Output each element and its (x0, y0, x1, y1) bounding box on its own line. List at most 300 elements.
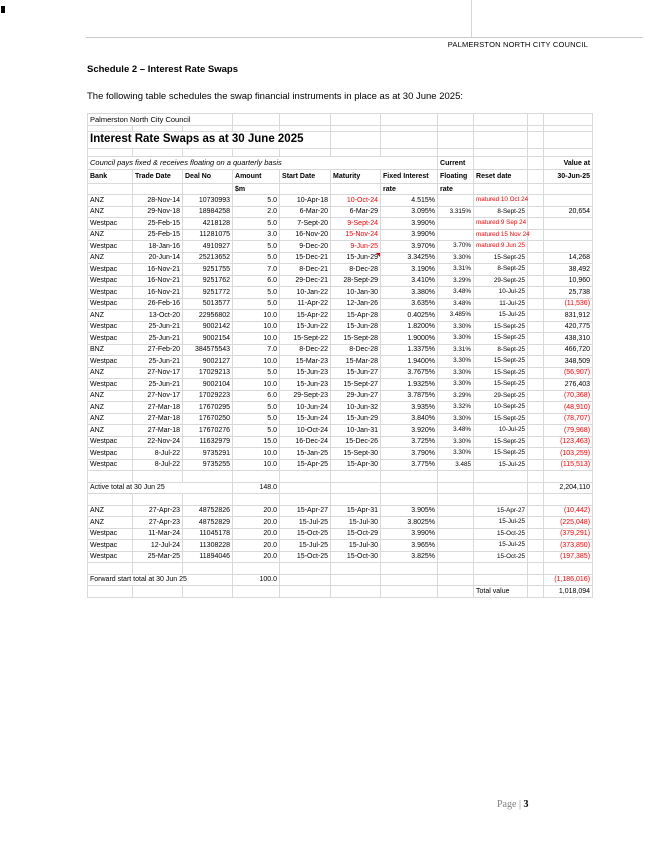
cell-fixed-rate: 3.410% (381, 275, 438, 287)
cell-deal-no: 10730993 (183, 195, 233, 207)
cell-empty (528, 157, 544, 170)
cell-empty (438, 471, 474, 483)
cell-floating-rate: 3.30% (438, 379, 474, 391)
cell-spacer (528, 390, 544, 402)
cell-floating-rate: 3.30% (438, 333, 474, 345)
cell-reset-date: 15-Sept-25 (474, 413, 528, 425)
swap-row (88, 540, 593, 552)
cell-reset-date: 10-Sept-25 (474, 402, 528, 414)
swap-row (88, 459, 593, 471)
cell-trade-date: 28-Nov-14 (133, 195, 183, 207)
cell-maturity: 15-Dec-26 (331, 436, 381, 448)
cell-reset-date: 15-Jul-25 (474, 459, 528, 471)
swap-row (88, 528, 593, 540)
cell-value: (78,707) (544, 413, 593, 425)
cell-fixed-rate: 3.905% (381, 505, 438, 517)
cell-start-date: 10-Jun-24 (280, 402, 331, 414)
cell-empty (528, 471, 544, 483)
cell-empty (528, 132, 544, 149)
cell-empty (381, 114, 438, 126)
cell-start-date: 15-Sept-22 (280, 333, 331, 345)
cell-empty (183, 471, 233, 483)
swap-row (88, 298, 593, 310)
cell-floating-rate (438, 551, 474, 563)
cell-start-date: 6-Mar-20 (280, 206, 331, 218)
header-fixed-interest: Fixed Interest (381, 170, 438, 184)
cell-empty (183, 563, 233, 575)
cell-value: 348,509 (544, 356, 593, 368)
cell-bank: BNZ (88, 344, 133, 356)
cell-empty (528, 586, 544, 598)
note-row (88, 157, 593, 170)
cell-fixed-rate: 3.990% (381, 528, 438, 540)
cell-empty (183, 149, 233, 157)
cell-empty (280, 471, 331, 483)
cell-start-date: 15-Jun-23 (280, 367, 331, 379)
page-label: Page | (497, 799, 521, 810)
cell-reset-date: 15-Sept-25 (474, 436, 528, 448)
cell-amount: 20.0 (233, 505, 280, 517)
cell-amount: 5.0 (233, 367, 280, 379)
cell-spacer (528, 287, 544, 299)
cell-spacer (528, 379, 544, 391)
cell-empty (280, 149, 331, 157)
cell-reset-date: 15-Oct-25 (474, 528, 528, 540)
cell-reset-date: 15-Jul-25 (474, 310, 528, 322)
cell-maturity: 15-Sept-27 (331, 379, 381, 391)
cell-fixed-rate: 3.920% (381, 425, 438, 437)
cell-empty (544, 184, 593, 195)
cell-reset-date: 11-Jul-25 (474, 298, 528, 310)
cell-start-date: 15-Jun-22 (280, 321, 331, 333)
cell-amount: 6.0 (233, 275, 280, 287)
header-floating-unit: rate (438, 184, 474, 195)
cell-deal-no: 9251755 (183, 264, 233, 276)
cell-fixed-rate: 3.970% (381, 241, 438, 253)
cell-bank: Westpac (88, 298, 133, 310)
header-value-at: Value at (544, 157, 593, 170)
cell-bank: ANZ (88, 425, 133, 437)
cell-maturity: 12-Jan-26 (331, 298, 381, 310)
table-subtitle: Interest Rate Swaps as at 30 June 2025 (88, 132, 331, 149)
cell-trade-date: 27-Mar-18 (133, 413, 183, 425)
cell-floating-rate (438, 229, 474, 241)
cell-bank: Westpac (88, 241, 133, 253)
cell-spacer (528, 252, 544, 264)
cell-start-date: 15-Oct-25 (280, 528, 331, 540)
cell-bank: Westpac (88, 528, 133, 540)
cell-amount: 20.0 (233, 528, 280, 540)
cell-floating-rate: 3.485 (438, 459, 474, 471)
swap-row (88, 275, 593, 287)
swap-row (88, 344, 593, 356)
cell-fixed-rate: 1.8200% (381, 321, 438, 333)
header-start-date: Start Date (280, 170, 331, 184)
cell-maturity: 8-Dec-28 (331, 344, 381, 356)
cell-fixed-rate: 3.190% (381, 264, 438, 276)
header-floating: Floating (438, 170, 474, 184)
cell-maturity: 10-Jan-31 (331, 425, 381, 437)
cell-trade-date: 11-Mar-24 (133, 528, 183, 540)
header-trade-date: Trade Date (133, 170, 183, 184)
swap-row (88, 505, 593, 517)
cell-bank: Westpac (88, 459, 133, 471)
active-total-value: 2,204,110 (544, 482, 593, 494)
cell-empty (544, 563, 593, 575)
subtitle-row (88, 132, 593, 149)
cell-empty (438, 574, 474, 586)
cell-start-date: 15-Jan-25 (280, 448, 331, 460)
spacer-row (88, 149, 593, 157)
cell-amount: 7.0 (233, 264, 280, 276)
cell-spacer (528, 275, 544, 287)
cell-trade-date: 26-Feb-16 (133, 298, 183, 310)
intro-text: The following table schedules the swap financial instruments in place as at 30 June 2025: (87, 91, 464, 102)
cell-amount: 5.0 (233, 218, 280, 230)
swap-row (88, 264, 593, 276)
cell-empty (280, 586, 331, 598)
cell-empty (88, 494, 133, 506)
cell-empty (544, 114, 593, 126)
cell-floating-rate: 3.30% (438, 356, 474, 368)
cell-empty (133, 184, 183, 195)
active-total-section (88, 471, 593, 506)
cell-maturity: 15-Jul-30 (331, 540, 381, 552)
cell-spacer (528, 505, 544, 517)
cell-empty (331, 563, 381, 575)
cell-spacer (528, 540, 544, 552)
cell-start-date: 8-Dec-21 (280, 264, 331, 276)
cell-trade-date: 25-Jun-21 (133, 379, 183, 391)
cell-reset-date: 15-Sept-25 (474, 379, 528, 391)
cell-empty (233, 471, 280, 483)
cell-floating-rate: 3.32% (438, 402, 474, 414)
cell-reset-date: 15-Sept-25 (474, 356, 528, 368)
cell-start-date: 29-Sept-23 (280, 390, 331, 402)
cell-reset-date: 15-Jul-25 (474, 540, 528, 552)
cell-empty (474, 132, 528, 149)
swap-row (88, 333, 593, 345)
forward-swaps-body (88, 505, 593, 563)
cell-bank: ANZ (88, 367, 133, 379)
cell-value: 10,960 (544, 275, 593, 287)
cell-fixed-rate: 3.990% (381, 229, 438, 241)
cell-value (544, 218, 593, 230)
cell-trade-date: 27-Feb-20 (133, 344, 183, 356)
cell-deal-no: 25213652 (183, 252, 233, 264)
cell-spacer (528, 413, 544, 425)
cell-empty (381, 132, 438, 149)
cell-floating-rate (438, 505, 474, 517)
cell-empty (474, 574, 528, 586)
cell-maturity: 15-Jul-30 (331, 517, 381, 529)
cell-empty (381, 586, 438, 598)
cell-empty (331, 184, 381, 195)
cell-fixed-rate: 1.3375% (381, 344, 438, 356)
swap-row (88, 402, 593, 414)
cell-deal-no: 9002127 (183, 356, 233, 368)
cell-start-date: 15-Mar-23 (280, 356, 331, 368)
blank-row (88, 494, 593, 506)
cell-trade-date: 27-Mar-18 (133, 402, 183, 414)
cell-empty (133, 563, 183, 575)
cell-trade-date: 27-Nov-17 (133, 367, 183, 379)
cell-amount: 5.0 (233, 298, 280, 310)
cell-fixed-rate: 1.9000% (381, 333, 438, 345)
cell-floating-rate: 3.485% (438, 310, 474, 322)
cell-value: (10,442) (544, 505, 593, 517)
cell-fixed-rate: 3.725% (381, 436, 438, 448)
cell-empty (331, 586, 381, 598)
cell-amount: 7.0 (233, 344, 280, 356)
cell-spacer (528, 321, 544, 333)
page-footer (497, 799, 528, 810)
cell-empty (233, 586, 280, 598)
forward-total-label: Forward start total at 30 Jun 25 (88, 574, 233, 586)
forward-total-value: (1,186,016) (544, 574, 593, 586)
cell-trade-date: 12-Jul-24 (133, 540, 183, 552)
cell-start-date: 16-Dec-24 (280, 436, 331, 448)
cell-floating-rate: 3.29% (438, 275, 474, 287)
cell-deal-no: 17670276 (183, 425, 233, 437)
cell-start-date: 15-Apr-22 (280, 310, 331, 322)
cell-bank: Westpac (88, 448, 133, 460)
header-bank: Bank (88, 170, 133, 184)
cell-amount: 6.0 (233, 390, 280, 402)
swap-row (88, 229, 593, 241)
cell-maturity: 15-Jun-28 (331, 321, 381, 333)
header-council-name: PALMERSTON NORTH CITY COUNCIL (447, 40, 588, 49)
cell-trade-date: 25-Jun-21 (133, 356, 183, 368)
cell-deal-no: 48752829 (183, 517, 233, 529)
swap-row (88, 356, 593, 368)
cell-spacer (528, 333, 544, 345)
cell-empty (528, 482, 544, 494)
cell-empty (331, 482, 381, 494)
swap-row (88, 310, 593, 322)
grand-total-value: 1,018,094 (544, 586, 593, 598)
cell-trade-date: 27-Apr-23 (133, 517, 183, 529)
cell-floating-rate: 3.31% (438, 344, 474, 356)
cell-empty (88, 184, 133, 195)
cell-spacer (528, 356, 544, 368)
cell-value: 14,268 (544, 252, 593, 264)
cell-floating-rate: 3.48% (438, 287, 474, 299)
cell-empty (528, 563, 544, 575)
cell-start-date: 15-Jun-23 (280, 379, 331, 391)
cell-deal-no: 9735291 (183, 448, 233, 460)
cell-empty (88, 563, 133, 575)
cell-deal-no: 11308228 (183, 540, 233, 552)
cell-floating-rate: 3.29% (438, 390, 474, 402)
cell-value: (48,910) (544, 402, 593, 414)
cell-value: (379,291) (544, 528, 593, 540)
cell-start-date: 15-Apr-25 (280, 459, 331, 471)
cell-floating-rate: 3.30% (438, 448, 474, 460)
cell-empty (233, 114, 280, 126)
cell-floating-rate (438, 517, 474, 529)
cell-start-date: 29-Dec-21 (280, 275, 331, 287)
cell-reset-date: 8-Sept-25 (474, 206, 528, 218)
cell-fixed-rate: 3.3425% (381, 252, 438, 264)
corner-mark (1, 6, 5, 13)
cell-trade-date: 22-Nov-24 (133, 436, 183, 448)
cell-amount: 5.0 (233, 287, 280, 299)
cell-reset-date: 15-Sept-25 (474, 333, 528, 345)
cell-empty (133, 586, 183, 598)
cell-empty (280, 482, 331, 494)
cell-value: (103,259) (544, 448, 593, 460)
swap-row (88, 379, 593, 391)
cell-bank: ANZ (88, 252, 133, 264)
cell-empty (474, 482, 528, 494)
page-number: 3 (523, 799, 529, 810)
cell-deal-no: 11894046 (183, 551, 233, 563)
cell-empty (233, 149, 280, 157)
cell-empty (474, 563, 528, 575)
cell-spacer (528, 459, 544, 471)
swap-row (88, 252, 593, 264)
cell-maturity: 10-Oct-24 (331, 195, 381, 207)
cell-spacer (528, 425, 544, 437)
cell-empty (183, 586, 233, 598)
cell-maturity: 28-Sept-29 (331, 275, 381, 287)
cell-floating-rate: 3.315% (438, 206, 474, 218)
cell-maturity: 15-Jun-29 (331, 252, 381, 264)
cell-empty (528, 170, 544, 184)
cell-empty (381, 563, 438, 575)
cell-empty (331, 149, 381, 157)
cell-trade-date: 27-Apr-23 (133, 505, 183, 517)
cell-amount: 2.0 (233, 206, 280, 218)
cell-value: (79,968) (544, 425, 593, 437)
swap-row (88, 367, 593, 379)
cell-trade-date: 25-Feb-15 (133, 229, 183, 241)
cell-empty (280, 494, 331, 506)
forward-total-amount: 100.0 (233, 574, 280, 586)
cell-start-date: 15-Jul-25 (280, 517, 331, 529)
cell-bank: Westpac (88, 551, 133, 563)
cell-bank: ANZ (88, 505, 133, 517)
header-current: Current (438, 157, 474, 170)
cell-deal-no: 9735255 (183, 459, 233, 471)
cell-bank: Westpac (88, 287, 133, 299)
cell-empty (280, 574, 331, 586)
cell-trade-date: 13-Oct-20 (133, 310, 183, 322)
cell-fixed-rate: 0.4025% (381, 310, 438, 322)
cell-fixed-rate: 1.9400% (381, 356, 438, 368)
cell-fixed-rate: 1.9325% (381, 379, 438, 391)
swap-row (88, 287, 593, 299)
cell-value: 466,720 (544, 344, 593, 356)
swap-row (88, 241, 593, 253)
cell-bank: Westpac (88, 333, 133, 345)
cell-fixed-rate: 3.840% (381, 413, 438, 425)
cell-maturity: 15-Jun-29 (331, 413, 381, 425)
cell-maturity: 15-Oct-30 (331, 551, 381, 563)
cell-amount: 5.0 (233, 252, 280, 264)
cell-empty (474, 157, 528, 170)
cell-bank: Westpac (88, 436, 133, 448)
cell-reset-date: 15-Jul-25 (474, 517, 528, 529)
cell-value: 25,738 (544, 287, 593, 299)
cell-amount: 10.0 (233, 333, 280, 345)
cell-amount: 10.0 (233, 356, 280, 368)
cell-trade-date: 29-Nov-18 (133, 206, 183, 218)
cell-bank: Westpac (88, 356, 133, 368)
cell-spacer (528, 436, 544, 448)
cell-maturity: 15-Apr-31 (331, 505, 381, 517)
cell-bank: ANZ (88, 402, 133, 414)
cell-floating-rate: 3.70% (438, 241, 474, 253)
cell-amount: 5.0 (233, 425, 280, 437)
cell-maturity: 15-Jun-27 (331, 367, 381, 379)
swap-row (88, 551, 593, 563)
cell-empty (233, 563, 280, 575)
cell-reset-date: matured 10 Oct 24 (474, 195, 528, 207)
cell-bank: Westpac (88, 275, 133, 287)
cell-start-date: 15-Jun-24 (280, 413, 331, 425)
cell-start-date: 15-Oct-25 (280, 551, 331, 563)
cell-fixed-rate: 3.825% (381, 551, 438, 563)
active-swaps-body (88, 195, 593, 471)
cell-reset-date: 15-Oct-25 (474, 551, 528, 563)
cell-trade-date: 25-Jun-21 (133, 333, 183, 345)
cell-bank: Westpac (88, 540, 133, 552)
cell-fixed-rate: 3.775% (381, 459, 438, 471)
grand-total-label: Total value (474, 586, 528, 598)
cell-deal-no: 5013577 (183, 298, 233, 310)
cell-fixed-rate: 3.7875% (381, 390, 438, 402)
column-header-row (88, 170, 593, 184)
cell-start-date: 8-Dec-22 (280, 344, 331, 356)
cell-value (544, 229, 593, 241)
header-maturity: Maturity (331, 170, 381, 184)
forward-total-row (88, 574, 593, 586)
cell-amount: 20.0 (233, 551, 280, 563)
cell-reset-date: 29-Sept-25 (474, 275, 528, 287)
cell-empty (474, 184, 528, 195)
cell-amount: 10.0 (233, 448, 280, 460)
cell-floating-rate (438, 195, 474, 207)
cell-amount: 20.0 (233, 517, 280, 529)
cell-reset-date: 8-Sept-25 (474, 344, 528, 356)
cell-empty (381, 149, 438, 157)
cell-empty (331, 132, 381, 149)
cell-spacer (528, 218, 544, 230)
cell-empty (438, 132, 474, 149)
cell-deal-no: 17670250 (183, 413, 233, 425)
cell-empty (438, 482, 474, 494)
cell-empty (438, 114, 474, 126)
cell-deal-no: 4218128 (183, 218, 233, 230)
cell-empty (474, 494, 528, 506)
header-value-date: 30-Jun-25 (544, 170, 593, 184)
cell-deal-no: 384575543 (183, 344, 233, 356)
cell-reset-date: 15-Sept-25 (474, 448, 528, 460)
cell-trade-date: 25-Jun-21 (133, 321, 183, 333)
cell-deal-no: 18984258 (183, 206, 233, 218)
cell-empty (331, 471, 381, 483)
totals-section (88, 563, 593, 598)
cell-deal-no: 9251772 (183, 287, 233, 299)
cell-deal-no: 11281075 (183, 229, 233, 241)
cell-maturity: 15-Oct-29 (331, 528, 381, 540)
cell-empty (88, 471, 133, 483)
cell-deal-no: 9002154 (183, 333, 233, 345)
cell-bank: Westpac (88, 379, 133, 391)
cell-value: 38,492 (544, 264, 593, 276)
